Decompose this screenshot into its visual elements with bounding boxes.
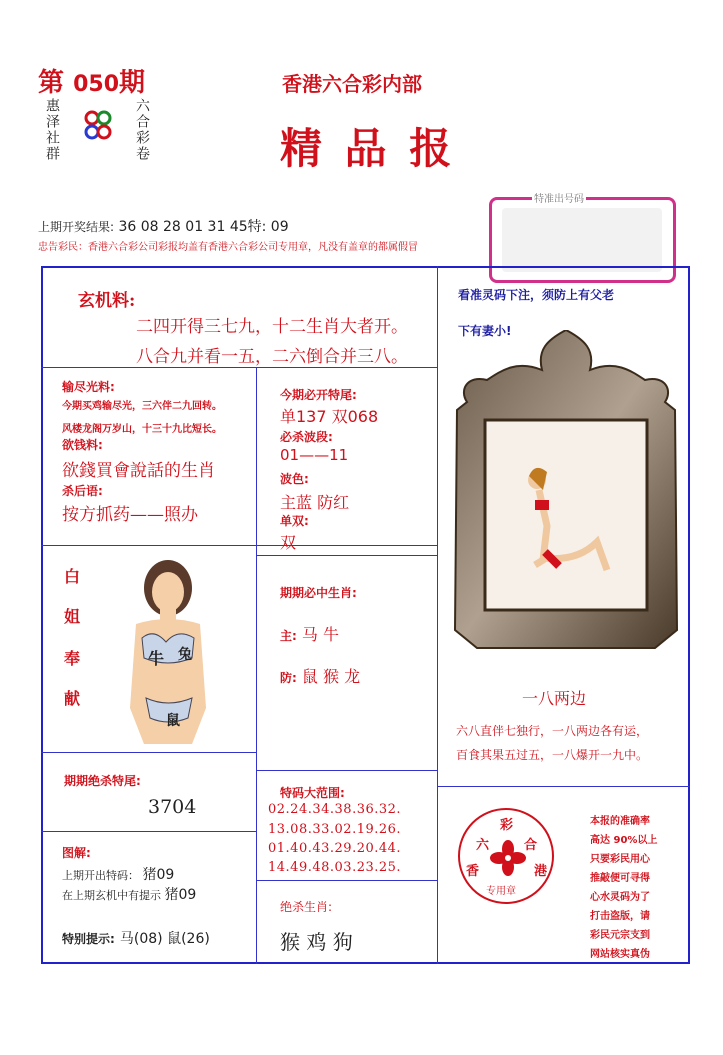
official-seal: 彩 六 合 香 港 专用章 <box>458 808 554 904</box>
tujie-line1: 上期开出特码： 猪09 <box>62 867 175 883</box>
sha-title: 杀后语: <box>62 484 103 498</box>
last-draw: 上期开奖结果: 36 08 28 01 31 45特: 09 <box>38 219 289 235</box>
stamp-box: 特准出号码 <box>489 197 676 283</box>
community-label-left: 惠泽社群 <box>44 98 60 162</box>
mirror-frame-image <box>447 330 685 652</box>
yu-text: 欲錢買會說話的生肖 <box>62 461 215 481</box>
notice-text: 忠告彩民：香港六合彩公司彩报均盖有香港六合彩公司专用章，凡没有盖章的都属假冒 <box>38 242 418 253</box>
main-title: 精 品 报 <box>280 124 456 173</box>
tail-value: 单137 双068 <box>280 407 379 426</box>
shujin-line2: 风楼龙阁万岁山，十三十九比短长。 <box>62 424 222 435</box>
xuanji-title: 玄机料: <box>78 291 136 311</box>
accuracy-text: 本报的准确率 高达 90%以上 只要彩民用心 推敲便可寻得 心水灵码为了 打击盗版，请 彩民元宗支到 网站核实真伪 <box>590 816 658 960</box>
overlay-rat: 鼠 <box>166 713 180 729</box>
zodiac-main: 主: 马 牛 <box>280 625 339 644</box>
wave-title: 必杀波段: <box>280 430 333 444</box>
community-logo-icon <box>80 108 116 144</box>
killtail-title: 期期绝杀特尾: <box>64 774 141 788</box>
range-title: 特码大范围: <box>280 786 345 800</box>
right-top-line2: 下有妻小! <box>458 324 512 338</box>
odd-title: 单双: <box>280 514 309 528</box>
top-title: 香港六合彩内部 <box>282 72 422 96</box>
issue-title: 第 050期 <box>38 68 146 98</box>
overlay-rabbit: 兔 <box>178 647 192 663</box>
yiba-line1: 六八直伴七独行，一八两边各有运， <box>456 724 649 738</box>
sha-text: 按方抓药——照办 <box>62 505 198 525</box>
baijie-char-1: 白 <box>64 567 81 586</box>
killtail-value: 3704 <box>148 796 197 818</box>
wave-value: 01——11 <box>280 446 349 464</box>
range-row-1: 02.24.34.38.36.32. <box>268 802 402 817</box>
tail-title: 今期必开特尾: <box>280 388 357 402</box>
jueshasx-value: 猴 鸡 狗 <box>280 930 353 954</box>
odd-value: 双 <box>280 533 297 552</box>
baijie-char-2: 姐 <box>64 607 81 626</box>
overlay-ox: 牛 <box>148 649 165 668</box>
right-top-line1: 看准灵码下注，须防上有父老 <box>458 288 615 302</box>
range-row-4: 14.49.48.03.23.25. <box>268 860 402 875</box>
tujie-line2: 在上期玄机中有提示 猪09 <box>62 887 197 903</box>
shujin-title: 输尽光料: <box>62 380 115 394</box>
flower-icon <box>490 840 526 876</box>
yu-title: 欲钱料: <box>62 438 103 452</box>
yiba-title: 一八两边 <box>522 689 587 708</box>
community-label-right: 六合彩卷 <box>134 98 150 162</box>
xuanji-line1: 二四开得三七九，十二生肖大者开。 <box>136 317 408 337</box>
range-row-3: 01.40.43.29.20.44. <box>268 841 402 856</box>
special-hint: 特别提示: 马(08) 鼠(26) <box>62 931 210 947</box>
xuanji-line2: 八合九并看一五，二六倒合并三八。 <box>136 347 408 367</box>
yiba-line2: 百食其果五过五，一八爆开一九中。 <box>456 748 649 762</box>
baijie-char-3: 奉 <box>64 649 81 668</box>
color-title: 波色: <box>280 472 309 486</box>
range-row-2: 13.08.33.02.19.26. <box>268 822 402 837</box>
baijie-char-4: 献 <box>64 689 81 708</box>
zodiac-guard: 防: 鼠 猴 龙 <box>280 667 361 686</box>
color-value: 主蓝 防红 <box>280 493 350 512</box>
jueshasx-title: 绝杀生肖: <box>280 900 333 914</box>
zodiac-title: 期期必中生肖: <box>280 586 357 600</box>
tujie-title: 图解: <box>62 846 91 860</box>
shujin-line1: 今期买鸡输尽光，三六伴二九回转。 <box>62 401 222 412</box>
